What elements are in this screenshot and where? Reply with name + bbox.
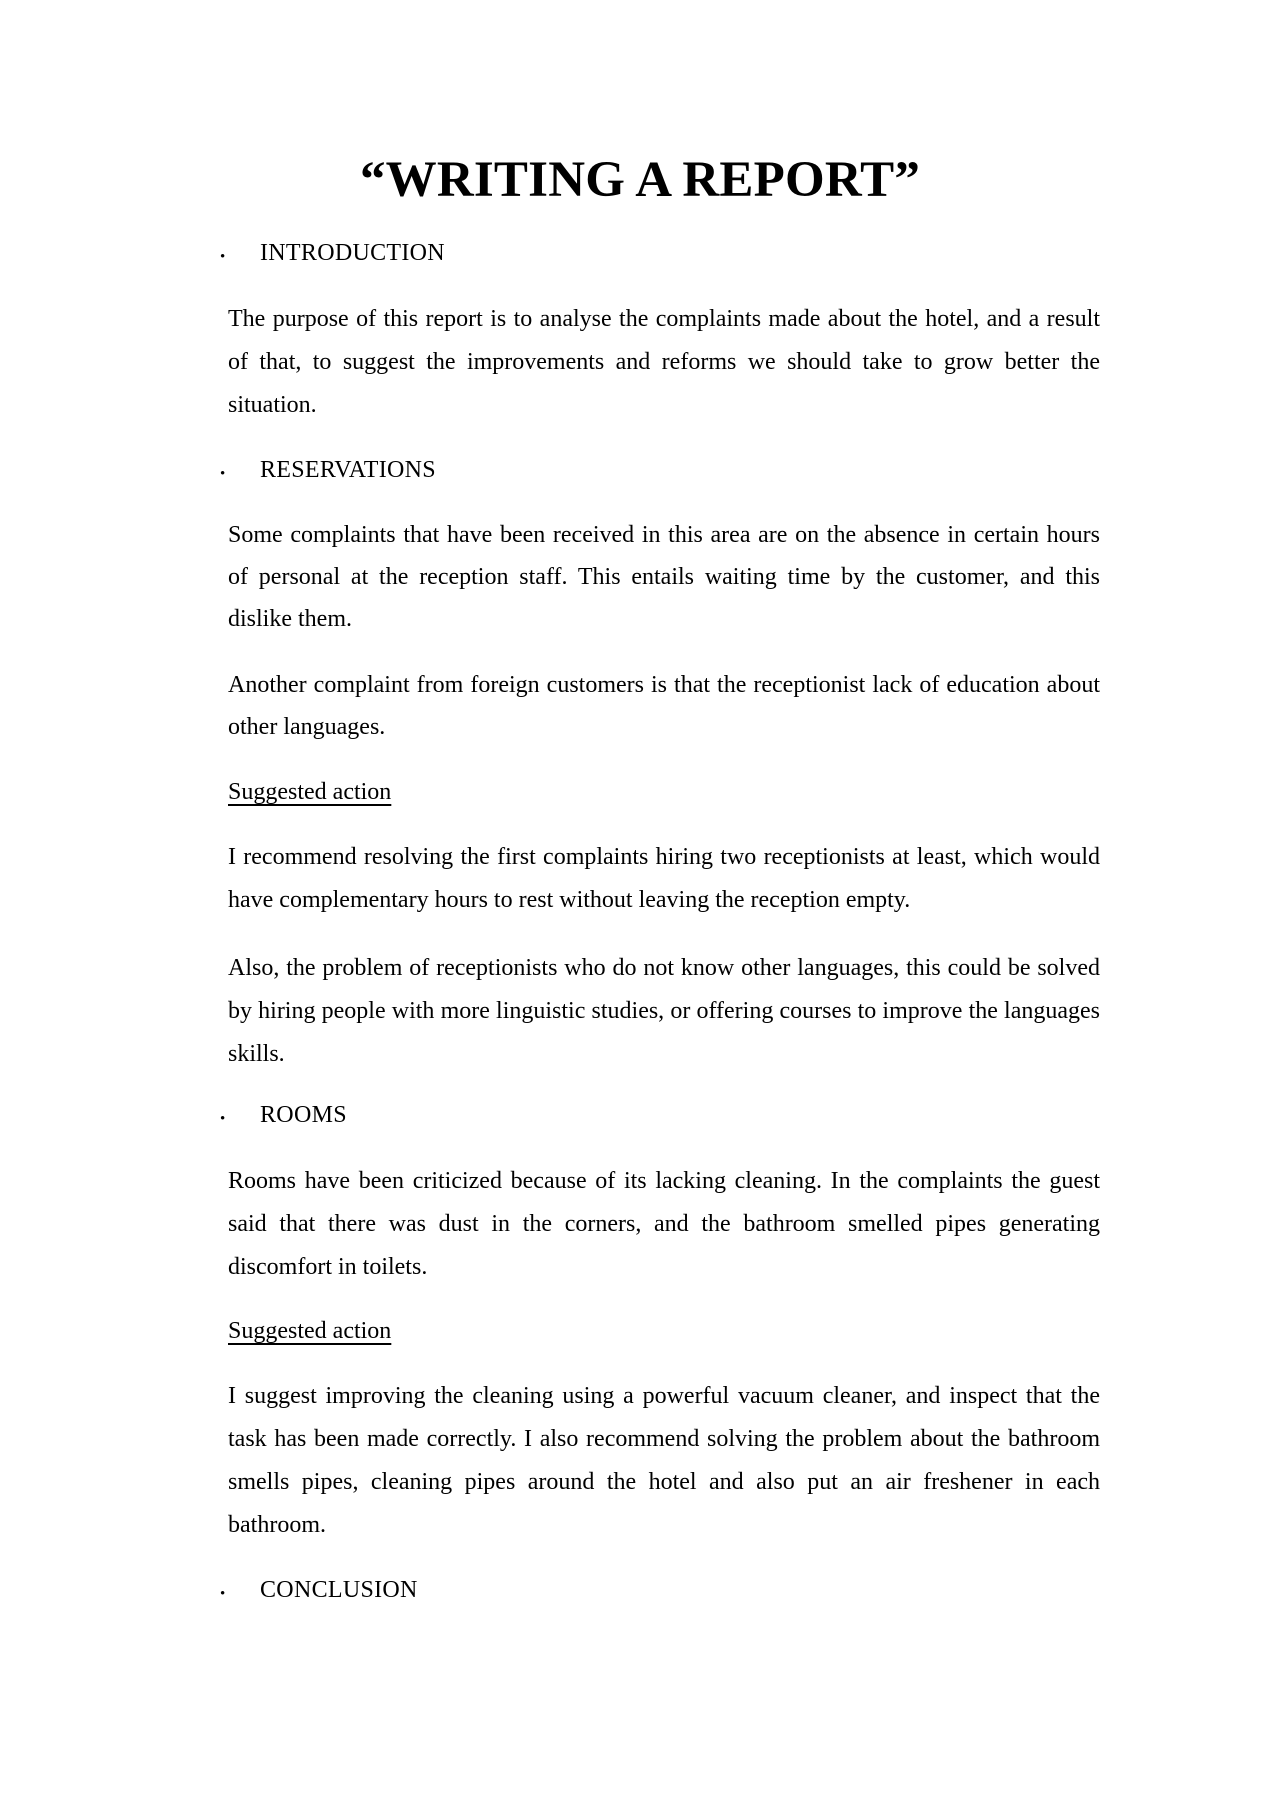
reservations-paragraph-2: Another complaint from foreign customers is that the receptionist lack of education about other languages. <box>228 672 1100 740</box>
reservations-paragraph-1: Some complaints that have been received in this area are on the absence in certain hours of personal at the reception staff. This entails waiting time by the customer, and this dislike them. <box>228 522 1100 632</box>
section-heading-rooms <box>0 1099 1280 1135</box>
page-title: “WRITING A REPORT” <box>359 152 921 208</box>
bullet-icon: • <box>220 249 226 265</box>
rooms-paragraph: Rooms have been criticized because of its lacking cleaning. In the complaints the guest said that there was dust in the corners, and the bathroom smelled pipes generating discomfort in toilets. <box>228 1168 1100 1280</box>
bullet-icon: • <box>220 1586 226 1602</box>
rooms-suggested-action-heading: Suggested action <box>228 1318 392 1344</box>
reservations-suggested-action-paragraph-1: I recommend resolving the first complaints hiring two receptionists at least, which would have complementary hours to rest without leaving the reception empty. <box>228 844 1100 913</box>
section-heading-reservations <box>0 454 1280 490</box>
section-heading-conclusion <box>0 1574 1280 1610</box>
rooms-suggested-action-paragraph: I suggest improving the cleaning using a powerful vacuum cleaner, and inspect that the task has been made correctly. I also recommend solving the problem about the bathroom smells pipes, cleaning pipes around the hotel and also put an air freshener in each bathroom. <box>228 1383 1100 1538</box>
reservations-suggested-action-heading: Suggested action <box>228 779 392 805</box>
introduction-paragraph: The purpose of this report is to analyse the complaints made about the hotel, and a result of that, to suggest the improvements and reforms we should take to grow better the situation. <box>228 306 1100 418</box>
bullet-icon: • <box>220 1111 226 1127</box>
section-heading-label: CONCLUSION <box>260 1577 418 1603</box>
section-heading-label: INTRODUCTION <box>260 240 445 266</box>
reservations-suggested-action-paragraph-2: Also, the problem of receptionists who do not know other languages, this could be solved by hiring people with more linguistic studies, or offering courses to improve the languages skills. <box>228 955 1100 1067</box>
section-heading-introduction <box>0 237 1280 273</box>
bullet-icon: • <box>220 466 226 482</box>
section-heading-label: RESERVATIONS <box>260 457 436 483</box>
section-heading-label: ROOMS <box>260 1102 347 1128</box>
